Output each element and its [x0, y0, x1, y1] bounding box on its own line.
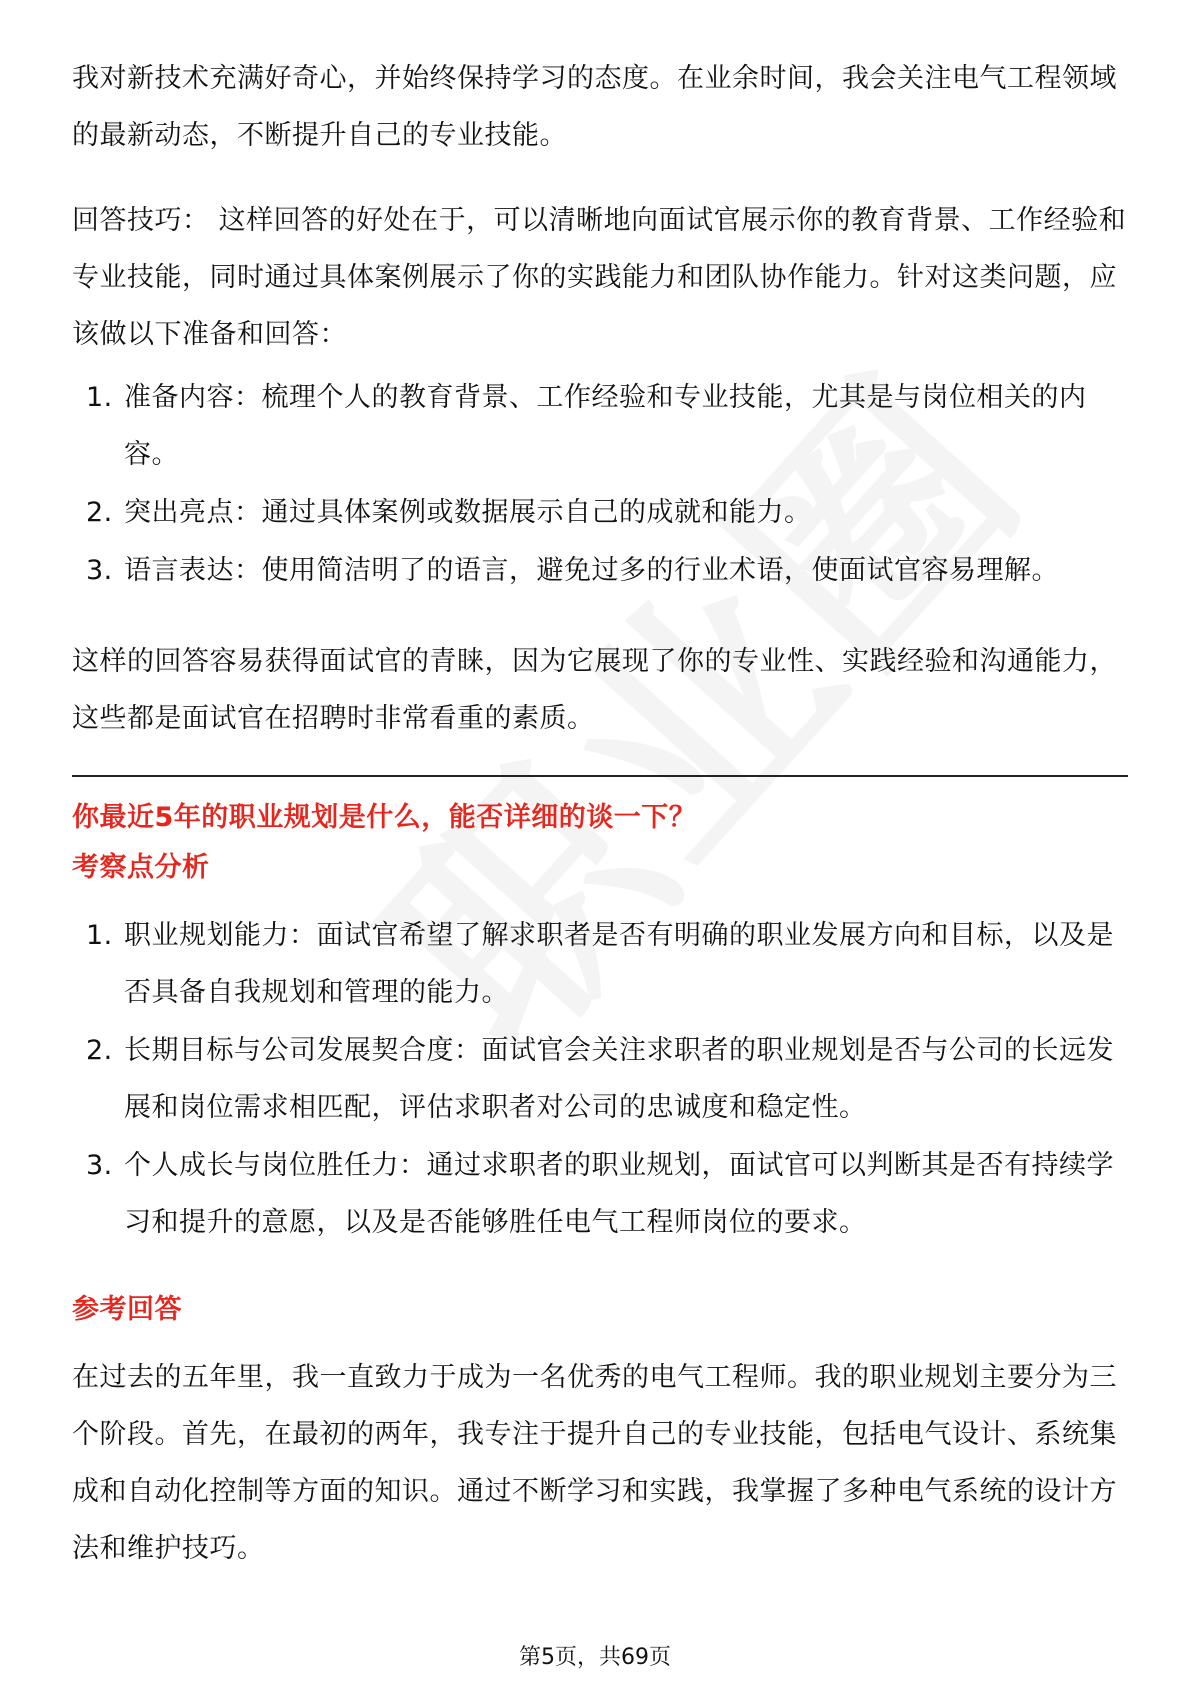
- analysis-heading: 考察点分析: [72, 852, 210, 883]
- answer-heading: 参考回答: [72, 1294, 182, 1325]
- list-item-text: 语言表达：使用简洁明了的语言，避免过多的行业术语，使面试官容易理解。: [124, 555, 1059, 586]
- intro-paragraph: 我对新技术充满好奇心，并始终保持学习的态度。在业余时间，我会关注电气工程领域的最新动态，不断提升自己的专业技能。: [72, 63, 1117, 151]
- summary-paragraph: 这样的回答容易获得面试官的青睐，因为它展现了你的专业性、实践经验和沟通能力，这些都是面试官在招聘时非常看重的素质。: [72, 646, 1117, 734]
- list-item-number: 3.: [86, 555, 113, 586]
- tips-paragraph: 回答技巧： 这样回答的好处在于，可以清晰地向面试官展示你的教育背景、工作经验和专业技能，同时通过具体案例展示了你的实践能力和团队协作能力。针对这类问题，应该做以下准备和回答：: [72, 205, 1127, 350]
- list-item-number: 1.: [86, 382, 113, 413]
- analysis-list: [72, 907, 1128, 1251]
- answer-paragraph: 在过去的五年里，我一直致力于成为一名优秀的电气工程师。我的职业规划主要分为三个阶段。首先，在最初的两年，我专注于提升自己的专业技能，包括电气设计、系统集成和自动化控制等方面的知识。通过不断学习和实践，我掌握了多种电气系统的设计方法和维护技巧。: [72, 1362, 1117, 1564]
- list-item-text: 长期目标与公司发展契合度：面试官会关注求职者的职业规划是否与公司的长远发展和岗位需求相匹配，评估求职者对公司的忠诚度和稳定性。: [124, 1035, 1114, 1123]
- tips-list: [72, 369, 1128, 599]
- list-item-text: 个人成长与岗位胜任力：通过求职者的职业规划，面试官可以判断其是否有持续学习和提升的意愿，以及是否能够胜任电气工程师岗位的要求。: [124, 1150, 1114, 1238]
- page-footer: 第5页，共69页: [519, 1645, 671, 1670]
- list-item: [72, 542, 1128, 599]
- list-item: [72, 484, 1128, 541]
- page-content: [72, 50, 1128, 1577]
- list-item-text: 准备内容：梳理个人的教育背景、工作经验和专业技能，尤其是与岗位相关的内容。: [124, 382, 1087, 470]
- list-item-number: 2.: [86, 497, 113, 528]
- list-item-text: 职业规划能力：面试官希望了解求职者是否有明确的职业发展方向和目标，以及是否具备自我规划和管理的能力。: [124, 920, 1114, 1008]
- list-item: [72, 1022, 1128, 1136]
- list-item: [72, 907, 1128, 1021]
- list-item: [72, 369, 1128, 483]
- list-item-text: 突出亮点：通过具体案例或数据展示自己的成就和能力。: [124, 497, 812, 528]
- section-divider: [72, 775, 1128, 777]
- list-item-number: 3.: [86, 1150, 113, 1181]
- question-title: 你最近5年的职业规划是什么，能否详细的谈一下？: [72, 802, 697, 833]
- list-item-number: 1.: [86, 920, 113, 951]
- list-item-number: 2.: [86, 1035, 113, 1066]
- list-item: [72, 1137, 1128, 1251]
